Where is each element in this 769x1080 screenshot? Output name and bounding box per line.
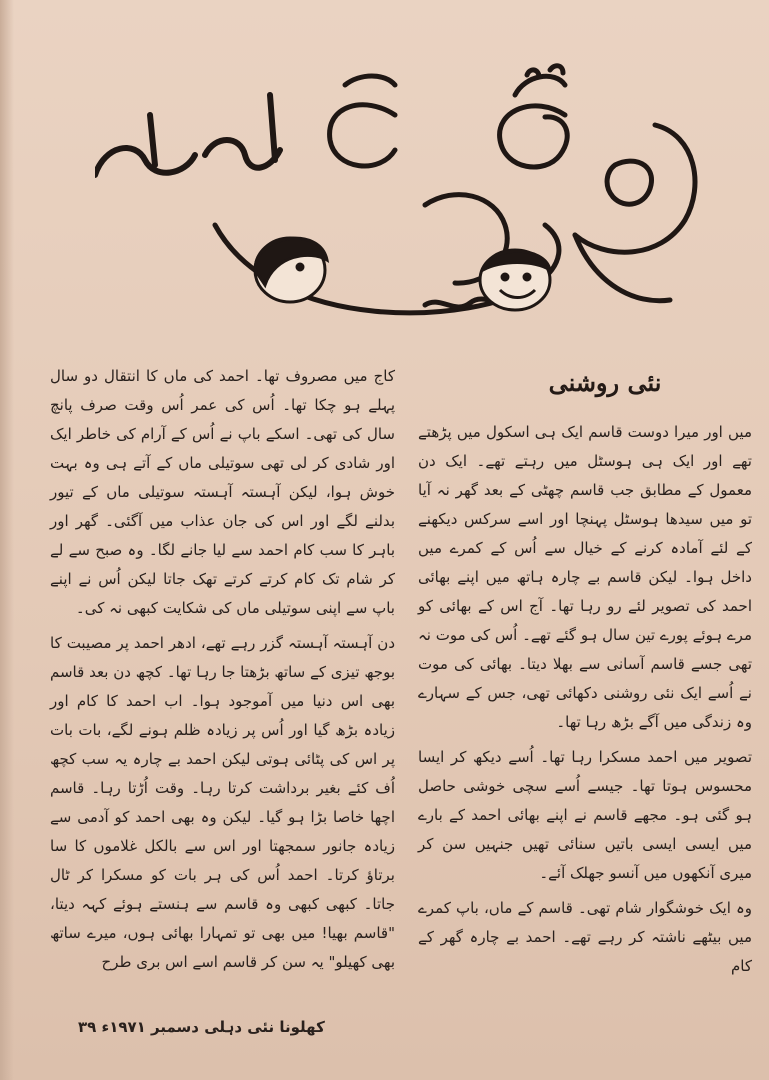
subtitle-stroke-4 — [270, 95, 275, 160]
paragraph-left-2: دن آہستہ آہستہ گزر رہے تھے، ادھر احمد پر مصیبت کا بوجھ تیزی کے ساتھ بڑھتا جا رہا تھا۔ کچھ دن بعد قاسم بھی اس دنیا میں آموجود ہوا۔ اب احمد کا کام اور زیادہ بڑھ گیا اور اُس پر زیادہ ظلم ہونے لگے، بات بات پر اس کی پٹائی ہوتی لیکن احمد بے چارہ یہ سب کچھ اُف کئے بغیر برداشت کرتا رہا۔ وقت اُڑتا رہا۔ قاسم اچھا خاصا بڑا ہو گیا۔ لیکن وہ بھی احمد کو آدمی سے زیادہ جانور سمجھتا اور اس سے بالکل غلاموں کا سا برتاؤ کرتا۔ احمد اُس کی ہر بات کو مسکرا کر ٹال جاتا۔ کبھی کبھی وہ قاسم سے ہنستے ہوئے کہہ دیتا، "قاسم بھیا! میں بھی تو تمہارا بھائی ہوں، میرے ساتھ بھی کھیلو" یہ سن کر قاسم اسے اس بری طرح — [50, 634, 395, 971]
title-calligraphy-logo — [95, 55, 715, 355]
binding-shadow — [0, 0, 14, 1080]
paragraph-right-1: میں اور میرا دوست قاسم ایک ہی اسکول میں پڑھتے تھے اور ایک ہی ہوسٹل میں رہتے تھے۔ ایک دن معمول کے مطابق جب قاسم چھٹی کے بعد گھر نہ آیا تو میں سیدھا ہوسٹل پہنچا اور اسے سرکس دیکھنے کے لئے آمادہ کرنے کے خیال سے اُس کے کمرے میں داخل ہوا۔ لیکن قاسم بے چارہ ہاتھ میں اپنے بھائی احمد کی تصویر لئے رو رہا تھا۔ آج اس کے بھائی کو مرے ہوئے پورے تین سال ہو گئے تھے۔ اُس کی موت نہ تھی جسے قاسم آسانی سے بھلا دیتا۔ بھائی کی موت نے اُسے ایک نئی روشنی دکھائی تھی، جس کے سہارے وہ زندگی میں آگے بڑھ رہا تھا۔ — [418, 423, 752, 731]
title-stroke-7 — [330, 105, 395, 166]
title-stroke-1 — [575, 125, 695, 252]
boy-eye-left-icon — [502, 274, 508, 280]
title-stroke-5 — [550, 66, 563, 73]
title-stroke-8 — [345, 76, 395, 85]
story-title: نئی روشنی — [548, 368, 662, 397]
left-text-column — [50, 362, 395, 983]
girl-eye-icon — [297, 264, 303, 270]
subtitle-stroke-1 — [95, 148, 195, 175]
page-footer: کھلونا نئی دہلی دسمبر ۱۹۷۱ء ۳۹ — [78, 1018, 325, 1036]
paragraph-right-3: وہ ایک خوشگوار شام تھی۔ قاسم کے ماں، باپ کمرے میں بیٹھے ناشتہ کر رہے تھے۔ احمد بے چارہ گھر کے کام — [418, 899, 752, 975]
title-stroke-6 — [527, 70, 539, 77]
subtitle-stroke-2 — [150, 115, 155, 165]
header-calligraphy — [95, 55, 715, 355]
boy-eye-right-icon — [524, 274, 530, 280]
right-text-column — [418, 418, 752, 987]
title-stroke-3 — [500, 106, 568, 167]
paragraph-left-1: کاج میں مصروف تھا۔ احمد کی ماں کا انتقال دو سال پہلے ہو چکا تھا۔ اُس کی عمر اُس وقت صرف پانچ سال کی تھی۔ اسکے باپ نے اُس کے آرام کی خاطر ایک اور شادی کر لی تھی سوتیلی ماں کے آتے ہی وہ بہت خوش ہوا، لیکن آہستہ آہستہ سوتیلی ماں کے تیور بدلنے لگے اور اس کی جان عذاب میں آگئی۔ گھر اور باہر کا سب کام احمد سے لیا جانے لگا۔ وہ صبح سے لے کر شام تک کام کرتے کرتے تھک جاتا لیکن اُس نے اپنے باپ سے اپنی سوتیلی ماں کی شکایت کبھی نہ کی۔ — [50, 367, 395, 617]
subtitle-stroke-3 — [205, 140, 280, 168]
title-stroke-2 — [607, 161, 651, 204]
paragraph-right-2: تصویر میں احمد مسکرا رہا تھا۔ اُسے دیکھ کر ایسا محسوس ہوتا تھا۔ جیسے اُسے سچی خوشی حاصل ہو گئی ہو۔ مجھے قاسم نے اپنے بھائی احمد کے بارے میں ایسی ایسی باتیں سنائی تھیں جنہیں سن کر میری آنکھوں میں آنسو جھلک آئے۔ — [418, 748, 752, 882]
